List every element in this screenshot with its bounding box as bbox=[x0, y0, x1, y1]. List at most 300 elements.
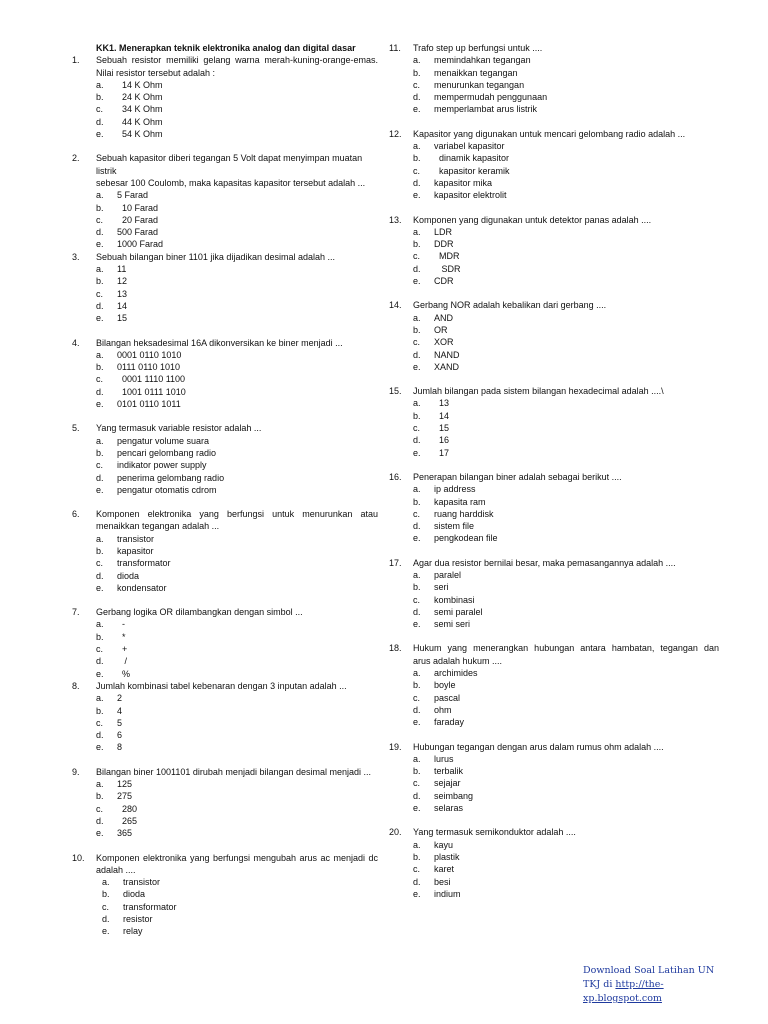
question-spacer bbox=[389, 545, 719, 557]
question-row bbox=[389, 385, 719, 397]
option-text: OR bbox=[434, 324, 448, 335]
option-item bbox=[72, 373, 378, 385]
question-text bbox=[413, 214, 719, 226]
option-letter: b. bbox=[96, 362, 104, 373]
question-number: 1. bbox=[72, 55, 80, 66]
option-letter: a. bbox=[413, 484, 421, 495]
question-row bbox=[389, 214, 719, 226]
question-number: 11. bbox=[389, 43, 401, 53]
option-item bbox=[72, 91, 378, 103]
question-number: 12. bbox=[389, 128, 402, 139]
question-number: 4. bbox=[72, 337, 80, 348]
question-number: 16. bbox=[389, 471, 402, 482]
option-text: AND bbox=[434, 312, 454, 323]
option-item bbox=[72, 741, 378, 753]
option-text: 13 bbox=[434, 398, 450, 409]
option-item bbox=[389, 189, 719, 201]
question bbox=[389, 128, 719, 202]
options-list bbox=[389, 753, 719, 814]
option-letter: a. bbox=[413, 668, 421, 679]
option-letter: a. bbox=[96, 779, 104, 790]
option-item bbox=[72, 275, 378, 287]
option-letter: d. bbox=[96, 656, 104, 667]
question-line: adalah .... bbox=[96, 864, 136, 875]
option-letter: b. bbox=[102, 889, 110, 900]
options-list bbox=[389, 140, 719, 201]
option-letter: b. bbox=[413, 410, 421, 421]
option-text: 34 K Ohm bbox=[117, 104, 163, 115]
option-item bbox=[72, 815, 378, 827]
question-text bbox=[413, 471, 719, 483]
option-letter: e. bbox=[413, 888, 421, 899]
question-line: Hukum yang menerangkan hubungan antara hambatan, tegangan dan bbox=[413, 643, 719, 654]
option-item bbox=[72, 888, 378, 900]
option-item bbox=[389, 79, 719, 91]
option-letter: c. bbox=[96, 214, 104, 225]
option-letter: a. bbox=[96, 435, 104, 446]
option-letter: a. bbox=[413, 398, 421, 409]
options-list bbox=[72, 876, 378, 937]
option-text: transistor bbox=[117, 533, 155, 544]
question-number: 14. bbox=[389, 300, 402, 311]
left-column bbox=[72, 42, 378, 938]
option-item bbox=[389, 618, 719, 630]
question bbox=[389, 299, 719, 373]
question-line: Komponen yang digunakan untuk detektor panas adalah .... bbox=[413, 214, 652, 225]
option-letter: c. bbox=[413, 692, 421, 703]
option-item bbox=[72, 398, 378, 410]
option-letter: b. bbox=[413, 239, 421, 250]
option-letter: c. bbox=[96, 558, 104, 569]
option-text: CDR bbox=[434, 276, 454, 287]
option-text: / bbox=[117, 656, 128, 667]
option-letter: b. bbox=[413, 680, 421, 691]
option-letter: d. bbox=[413, 177, 421, 188]
option-letter: a. bbox=[413, 226, 421, 237]
footer-link-continued[interactable]: xp.blogspot.com bbox=[583, 993, 662, 1004]
question bbox=[72, 152, 378, 250]
option-item bbox=[389, 839, 719, 851]
options-list bbox=[72, 435, 378, 496]
option-item bbox=[72, 361, 378, 373]
right-questions bbox=[389, 42, 719, 900]
question-text bbox=[413, 826, 719, 838]
footer-link[interactable]: http://the- bbox=[615, 979, 664, 990]
option-letter: e. bbox=[102, 926, 110, 937]
question bbox=[72, 251, 378, 325]
option-text: 14 bbox=[434, 410, 450, 421]
option-text: NAND bbox=[434, 349, 460, 360]
option-text: 15 bbox=[434, 423, 450, 434]
question-text bbox=[96, 422, 378, 434]
question-text bbox=[96, 337, 378, 349]
option-item bbox=[389, 361, 719, 373]
option-text: besi bbox=[434, 876, 451, 887]
option-text: 280 bbox=[117, 803, 138, 814]
option-letter: a. bbox=[413, 753, 421, 764]
option-letter: c. bbox=[413, 251, 421, 262]
option-item bbox=[389, 508, 719, 520]
option-item bbox=[389, 226, 719, 238]
options-list bbox=[72, 263, 378, 324]
options-list bbox=[389, 569, 719, 630]
option-item bbox=[72, 876, 378, 888]
option-item bbox=[72, 913, 378, 925]
option-item bbox=[72, 717, 378, 729]
question-line: Sebuah kapasitor diberi tegangan 5 Volt dapat menyimpan muatan listrik bbox=[96, 153, 363, 176]
option-item bbox=[72, 790, 378, 802]
option-item bbox=[72, 386, 378, 398]
question bbox=[389, 471, 719, 545]
option-letter: b. bbox=[413, 324, 421, 335]
option-item bbox=[389, 238, 719, 250]
option-letter: d. bbox=[413, 263, 421, 274]
option-letter: a. bbox=[413, 55, 421, 66]
option-letter: b. bbox=[413, 153, 421, 164]
option-text: 0101 0110 1011 bbox=[117, 399, 181, 410]
question-line: Hubungan tegangan dengan arus dalam rumus ohm adalah .... bbox=[413, 741, 664, 752]
option-item bbox=[389, 250, 719, 262]
option-letter: d. bbox=[96, 227, 104, 238]
option-letter: e. bbox=[413, 361, 421, 372]
option-text: 4 bbox=[117, 705, 123, 716]
option-item bbox=[72, 349, 378, 361]
option-text: MDR bbox=[434, 251, 460, 262]
question-number: 20. bbox=[389, 827, 402, 838]
option-letter: d. bbox=[96, 300, 104, 311]
question-text bbox=[96, 251, 378, 263]
option-text: 20 Farad bbox=[117, 214, 159, 225]
option-letter: d. bbox=[96, 730, 104, 741]
option-letter: e. bbox=[413, 803, 421, 814]
question-spacer bbox=[72, 840, 378, 852]
option-item bbox=[389, 54, 719, 66]
question bbox=[72, 54, 378, 140]
option-letter: c. bbox=[96, 644, 104, 655]
option-text: terbalik bbox=[434, 766, 464, 777]
option-item bbox=[389, 679, 719, 691]
option-text: 275 bbox=[117, 791, 133, 802]
question-text bbox=[413, 741, 719, 753]
option-item bbox=[389, 177, 719, 189]
option-text: XOR bbox=[434, 337, 454, 348]
option-letter: e. bbox=[413, 619, 421, 630]
option-text: karet bbox=[434, 864, 455, 875]
option-letter: b. bbox=[96, 202, 104, 213]
option-item bbox=[389, 410, 719, 422]
option-letter: a. bbox=[96, 693, 104, 704]
option-letter: c. bbox=[96, 717, 104, 728]
option-text: kapasitor bbox=[117, 545, 154, 556]
question-row bbox=[389, 642, 719, 667]
question-number: 7. bbox=[72, 607, 80, 618]
option-item bbox=[389, 863, 719, 875]
option-letter: a. bbox=[96, 264, 104, 275]
option-item bbox=[72, 214, 378, 226]
option-letter: b. bbox=[96, 276, 104, 287]
option-letter: b. bbox=[413, 766, 421, 777]
option-text: archimides bbox=[434, 668, 478, 679]
question-line: menaikkan tegangan adalah ... bbox=[96, 521, 220, 532]
option-text: 8 bbox=[117, 742, 123, 753]
option-text: 16 bbox=[434, 435, 450, 446]
option-item bbox=[72, 435, 378, 447]
option-text: DDR bbox=[434, 239, 454, 250]
option-text: 11 bbox=[117, 264, 127, 275]
question-text bbox=[96, 680, 378, 692]
option-letter: c. bbox=[413, 79, 421, 90]
option-text: pengatur volume suara bbox=[117, 435, 210, 446]
question-spacer bbox=[72, 410, 378, 422]
option-item bbox=[72, 459, 378, 471]
option-text: 15 bbox=[117, 313, 128, 324]
option-item bbox=[389, 790, 719, 802]
option-item bbox=[72, 189, 378, 201]
option-item bbox=[389, 152, 719, 164]
option-item bbox=[389, 802, 719, 814]
question-line: Sebuah resistor memiliki gelang warna merah-kuning-orange-emas. bbox=[96, 55, 378, 66]
option-letter: c. bbox=[96, 803, 104, 814]
option-item bbox=[389, 704, 719, 716]
option-text: sejajar bbox=[434, 778, 461, 789]
question-text bbox=[413, 642, 719, 667]
option-item bbox=[389, 67, 719, 79]
option-letter: e. bbox=[96, 582, 104, 593]
option-letter: b. bbox=[96, 545, 104, 556]
question-spacer bbox=[389, 729, 719, 741]
footer-line-2 bbox=[583, 978, 733, 992]
option-item bbox=[72, 655, 378, 667]
option-text: kayu bbox=[434, 839, 454, 850]
option-item bbox=[72, 618, 378, 630]
question-line: Gerbang logika OR dilambangkan dengan simbol ... bbox=[96, 607, 303, 618]
option-item bbox=[389, 483, 719, 495]
option-text: 14 K Ohm bbox=[117, 79, 163, 90]
question-line: Agar dua resistor bernilai besar, maka pemasangannya adalah .... bbox=[413, 557, 676, 568]
option-letter: a. bbox=[413, 569, 421, 580]
option-letter: d. bbox=[96, 386, 104, 397]
question bbox=[389, 214, 719, 288]
option-letter: c. bbox=[413, 337, 421, 348]
option-letter: c. bbox=[413, 594, 421, 605]
option-letter: b. bbox=[96, 791, 104, 802]
option-letter: c. bbox=[96, 374, 104, 385]
option-item bbox=[72, 103, 378, 115]
option-text: ip address bbox=[434, 484, 476, 495]
question-spacer bbox=[72, 754, 378, 766]
option-text: 24 K Ohm bbox=[117, 92, 163, 103]
option-item bbox=[72, 668, 378, 680]
option-letter: d. bbox=[413, 435, 421, 446]
footer-prefix: TKJ di bbox=[583, 979, 616, 990]
question-line: Jumlah bilangan pada sistem bilangan hexadecimal adalah ....\ bbox=[413, 386, 664, 397]
option-text: 265 bbox=[117, 815, 138, 826]
question-line: Yang termasuk semikonduktor adalah .... bbox=[413, 827, 576, 838]
question-spacer bbox=[72, 140, 378, 152]
options-list bbox=[389, 483, 719, 544]
option-text: + bbox=[117, 644, 128, 655]
option-item bbox=[389, 312, 719, 324]
option-item bbox=[389, 532, 719, 544]
question-line: Bilangan heksadesimal 16A dikonversikan ke biner menjadi ... bbox=[96, 337, 343, 348]
options-list bbox=[72, 79, 378, 140]
option-letter: d. bbox=[96, 570, 104, 581]
question-text bbox=[96, 152, 378, 189]
option-text: ruang harddisk bbox=[434, 508, 494, 519]
option-letter: a. bbox=[96, 349, 104, 360]
option-letter: a. bbox=[96, 619, 104, 630]
question-number: 13. bbox=[389, 214, 402, 225]
option-item bbox=[389, 336, 719, 348]
option-item bbox=[72, 582, 378, 594]
option-item bbox=[72, 484, 378, 496]
option-item bbox=[72, 545, 378, 557]
footer-line-1: Download Soal Latihan UN bbox=[583, 965, 715, 976]
question bbox=[389, 385, 719, 459]
question-text bbox=[413, 299, 719, 311]
option-text: 17 bbox=[434, 447, 450, 458]
option-letter: a. bbox=[413, 839, 421, 850]
question-line: Jumlah kombinasi tabel kebenaran dengan 3 inputan adalah ... bbox=[96, 680, 347, 691]
options-list bbox=[389, 667, 719, 728]
question-row bbox=[389, 741, 719, 753]
option-text: indium bbox=[434, 888, 461, 899]
option-item bbox=[389, 263, 719, 275]
option-letter: d. bbox=[96, 472, 104, 483]
option-text: 0001 1110 1100 bbox=[117, 374, 186, 385]
question-line: Sebuah bilangan biner 1101 jika dijadikan desimal adalah ... bbox=[96, 251, 336, 262]
option-text: seimbang bbox=[434, 790, 474, 801]
question-text bbox=[413, 128, 719, 140]
question-line: Trafo step up berfungsi untuk .... bbox=[413, 43, 543, 53]
question-spacer bbox=[389, 373, 719, 385]
question-row bbox=[72, 251, 378, 263]
options-list bbox=[389, 54, 719, 115]
option-letter: d. bbox=[96, 815, 104, 826]
option-text: XAND bbox=[434, 361, 460, 372]
option-letter: c. bbox=[96, 104, 104, 115]
option-letter: d. bbox=[413, 790, 421, 801]
option-item bbox=[72, 803, 378, 815]
options-list bbox=[389, 397, 719, 458]
question-row bbox=[72, 606, 378, 618]
option-item bbox=[389, 434, 719, 446]
option-letter: b. bbox=[413, 582, 421, 593]
option-text: 1001 0111 1010 bbox=[117, 386, 186, 397]
question-text bbox=[96, 508, 378, 533]
question-line: sebesar 100 Coulomb, maka kapasitas kapasitor tersebut adalah ... bbox=[96, 177, 366, 188]
option-letter: d. bbox=[413, 606, 421, 617]
question-row bbox=[72, 680, 378, 692]
option-item bbox=[389, 765, 719, 777]
option-text: * bbox=[117, 631, 126, 642]
question-line: Gerbang NOR adalah kebalikan dari gerbang .... bbox=[413, 300, 607, 311]
option-letter: d. bbox=[102, 914, 110, 924]
question-line: Yang termasuk variable resistor adalah ... bbox=[96, 423, 262, 434]
option-item bbox=[389, 520, 719, 532]
option-letter: a. bbox=[96, 79, 104, 90]
option-item bbox=[72, 557, 378, 569]
option-item bbox=[389, 753, 719, 765]
question bbox=[389, 642, 719, 728]
question-row bbox=[72, 337, 378, 349]
option-letter: e. bbox=[413, 717, 421, 728]
option-text: mempermudah penggunaan bbox=[434, 92, 548, 103]
question-row bbox=[389, 557, 719, 569]
question-row bbox=[72, 766, 378, 778]
option-letter: b. bbox=[96, 447, 104, 458]
option-letter: e. bbox=[413, 104, 421, 115]
question bbox=[389, 741, 719, 815]
option-item bbox=[389, 140, 719, 152]
option-text: kapasitor elektrolit bbox=[434, 190, 507, 201]
option-text: seri bbox=[434, 582, 449, 593]
option-item bbox=[389, 275, 719, 287]
option-text: 125 bbox=[117, 779, 133, 790]
option-item bbox=[72, 263, 378, 275]
option-letter: e. bbox=[413, 276, 421, 287]
option-letter: e. bbox=[96, 313, 104, 324]
option-letter: b. bbox=[96, 631, 104, 642]
left-questions bbox=[72, 54, 378, 937]
options-list bbox=[389, 312, 719, 373]
option-text: 54 K Ohm bbox=[117, 129, 163, 140]
option-letter: e. bbox=[413, 533, 421, 544]
option-item bbox=[72, 570, 378, 582]
option-letter: e. bbox=[96, 484, 104, 495]
option-letter: c. bbox=[413, 864, 421, 875]
option-text: faraday bbox=[434, 717, 465, 728]
footer-line-3 bbox=[583, 992, 733, 1006]
option-letter: b. bbox=[413, 496, 421, 507]
option-text: SDR bbox=[434, 263, 461, 274]
option-letter: a. bbox=[96, 190, 104, 201]
option-text: - bbox=[117, 619, 125, 630]
option-item bbox=[389, 888, 719, 900]
option-text: dioda bbox=[117, 570, 140, 581]
option-letter: c. bbox=[413, 508, 421, 519]
option-item bbox=[389, 692, 719, 704]
option-text: 0001 0110 1010 bbox=[117, 349, 182, 360]
option-item bbox=[72, 472, 378, 484]
question-row bbox=[389, 128, 719, 140]
option-text: semi paralel bbox=[434, 606, 483, 617]
option-item bbox=[72, 533, 378, 545]
option-letter: d. bbox=[413, 92, 421, 103]
option-item bbox=[72, 202, 378, 214]
option-letter: d. bbox=[413, 349, 421, 360]
right-column bbox=[389, 42, 719, 900]
question-number: 19. bbox=[389, 741, 402, 752]
question-number: 18. bbox=[389, 643, 402, 654]
option-letter: a. bbox=[413, 312, 421, 323]
question-text bbox=[96, 852, 378, 877]
question-spacer bbox=[389, 202, 719, 214]
question-spacer bbox=[389, 459, 719, 471]
option-text: pascal bbox=[434, 692, 461, 703]
question-text bbox=[96, 766, 378, 778]
option-item bbox=[389, 422, 719, 434]
option-text: 5 bbox=[117, 717, 123, 728]
option-item bbox=[72, 238, 378, 250]
option-text: kondensator bbox=[117, 582, 167, 593]
page-title: KK1. Menerapkan teknik elektronika analog dan digital dasar bbox=[96, 43, 356, 53]
option-letter: e. bbox=[96, 668, 104, 679]
question-text bbox=[413, 385, 719, 397]
option-text: ohm bbox=[434, 704, 452, 715]
question bbox=[389, 557, 719, 631]
option-text: 14 bbox=[117, 300, 128, 311]
